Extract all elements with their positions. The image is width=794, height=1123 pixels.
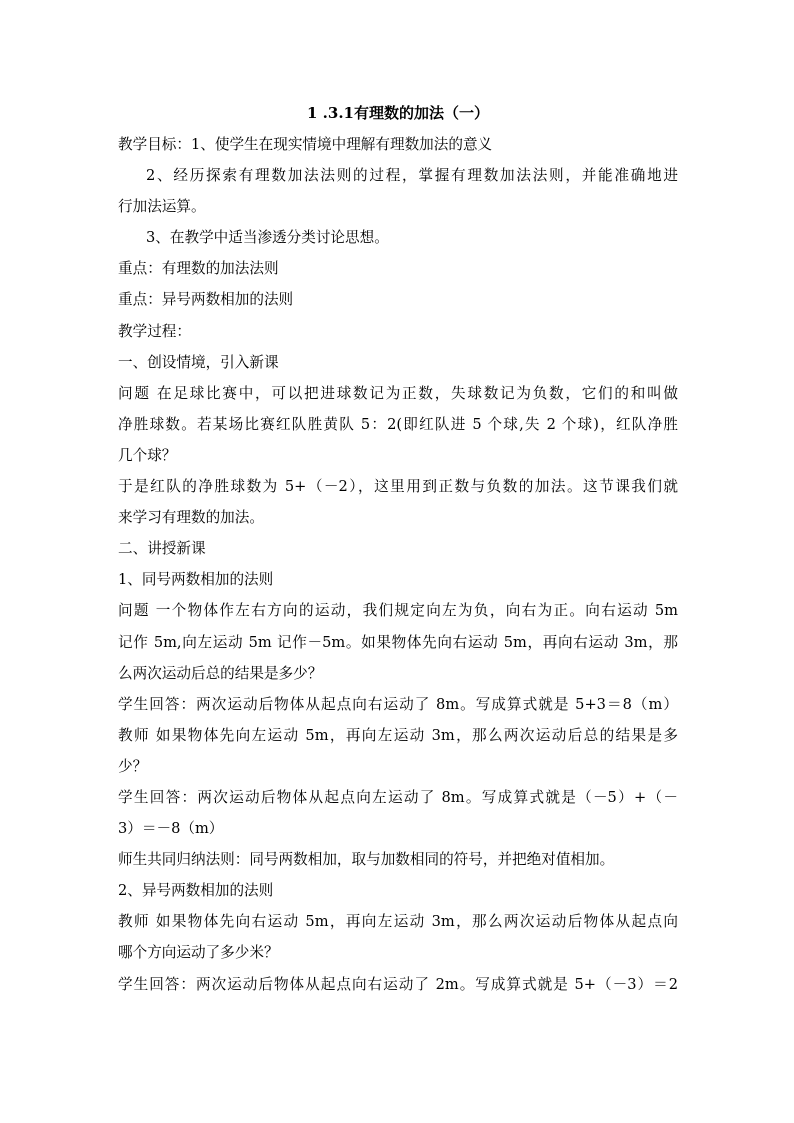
- teacher-question-1-line-2: 少？: [118, 757, 148, 775]
- student-answer-1: 学生回答：两次运动后物体从起点向右运动了 8m。写成算式就是 5+3＝8（m）: [118, 695, 678, 713]
- student-answer-3: 学生回答：两次运动后物体从起点向右运动了 2m。写成算式就是 5+（－3）＝2: [118, 975, 678, 993]
- problem-1-line-1: 问题 在足球比赛中，可以把进球数记为正数，失球数记为负数，它们的和叫做: [118, 384, 678, 402]
- teacher-question-2-line-2: 哪个方向运动了多少米？: [118, 944, 279, 962]
- subsection-2-heading: 2、异号两数相加的法则: [118, 882, 274, 900]
- intro-line-2: 来学习有理数的加法。: [118, 509, 264, 527]
- student-answer-2-line-1: 学生回答：两次运动后物体从起点向左运动了 8m。写成算式就是（－5）+（－: [118, 788, 678, 806]
- objectives-line-3: 3、在教学中适当渗透分类讨论思想。: [146, 229, 389, 247]
- rule-summary-1: 师生共同归纳法则：同号两数相加，取与加数相同的符号，并把绝对值相加。: [118, 851, 615, 869]
- intro-line-1: 于是红队的净胜球数为 5+（－2），这里用到正数与负数的加法。这节课我们就: [118, 478, 678, 496]
- problem-2-line-1: 问题 一个物体作左右方向的运动，我们规定向左为负，向右为正。向右运动 5m: [118, 602, 678, 620]
- section-2-heading: 二、讲授新课: [118, 540, 206, 558]
- problem-2-line-2: 记作 5m,向左运动 5m 记作－5m。如果物体先向右运动 5m，再向右运动 3m，那: [118, 633, 678, 651]
- document-title: 1 .3.1有理数的加法（一）: [307, 104, 489, 122]
- objectives-line-1: 教学目标：1、使学生在现实情境中理解有理数加法的意义: [118, 136, 493, 153]
- key-point-1: 重点：有理数的加法法则: [118, 260, 279, 278]
- teacher-question-2-line-1: 教师 如果物体先向右运动 5m，再向左运动 3m，那么两次运动后物体从起点向: [118, 913, 678, 931]
- key-point-2: 重点：异号两数相加的法则: [118, 291, 294, 309]
- problem-2-line-3: 么两次运动后总的结果是多少？: [118, 664, 323, 682]
- process-heading: 教学过程：: [118, 322, 191, 340]
- subsection-1-heading: 1、同号两数相加的法则: [118, 571, 274, 589]
- problem-1-line-3: 几个球？: [118, 446, 177, 464]
- section-1-heading: 一、创设情境，引入新课: [118, 353, 279, 371]
- teacher-question-1-line-1: 教师 如果物体先向左运动 5m，再向左运动 3m，那么两次运动后总的结果是多: [118, 726, 678, 744]
- document-body: [118, 98, 678, 1000]
- student-answer-2-line-2: 3）＝－8（m）: [118, 820, 224, 838]
- objectives-line-2-cont: 行加法运算。: [118, 198, 206, 216]
- objectives-line-2: 2、经历探索有理数加法法则的过程，掌握有理数加法法则，并能准确地进: [146, 167, 678, 185]
- problem-1-line-2: 净胜球数。若某场比赛红队胜黄队 5：2(即红队进 5 个球,失 2 个球)，红队净胜: [118, 415, 678, 433]
